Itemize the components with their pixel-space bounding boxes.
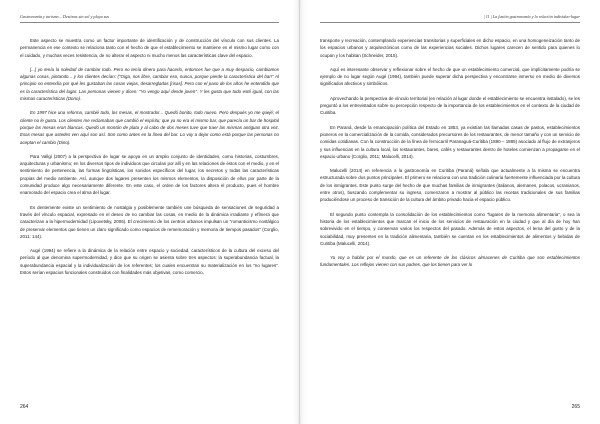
right-paragraph-continuation: transporte y recreación, contemplando experiencias transitorias y superficiales en dicho espacio, en una homogeneización tanto de los espacios urbanos y arquitectónicos como de las experiencias sociales. Dichos lugares carecen de sentido para quienes lo ocupan y los habitan (Schneider, 2015).: [320, 38, 580, 58]
left-paragraph-3: Es dentemente existe un sentimiento de nostalgia y posiblemente también une búsqueda de sensaciones de seguridad a través del vínculo espacial, expresado en el deseo de no cambiar las cosas, en medio de la dinámica irradiante y efímera que caracterizan a la hipermodernidad (Lipovetsky, 2006). El crecimiento de los centros urbanos impulsan un "romanticismo nostálgico de preservar elementos que tienen un claro significado como espacios de rememoración y memoria de tiempos pasados" (Corglio, 2011: 144).: [20, 204, 279, 239]
left-body-text: [20, 37, 279, 276]
right-quote-1: Yo voy a hablar por el mundo, que es un referente de los clásicos almacenes de Curitiba que son establecimientos fundamentales. Los reflejos vienen con sus padres, que los tienen para ver lo: [320, 255, 580, 268]
right-paragraph-1: Aquí es interesante observar y reflexionar sobre el hecho de que un establecimiento comercial, que implícitamente podría se ejemplo de no lugar según Augé (1994), también puede superar dicha perspectiva y encontrarse inmerso en medio de diversos significados afectivos y simbólicos.: [320, 66, 580, 87]
right-body-text: [320, 37, 580, 269]
left-quote-2: En 1997 hice una reforma, cambié todo, los mesas, el mostrador... Quedó bonito, todo nuevo. Pero después yo me quejé; el cliente no le gusta. Los clientes me reclamaban que cambió el espíritu; que ya no era el mismo bar, que parecía un bar de hospital porque las mesas eran blancas. Quedó un montón de plata y al cabo de dos meses tuve que traer las mismas antiguas otra vez. Esas mesas que ustedes ven aquí son así. Son como antes en la línea del bar. Lo voy a dejar como está porque las personas no aceptan el cambio (Dino).: [20, 110, 279, 145]
left-quote-1: [...] yo tenía la soledad de cambiar todo. Pero no tenía dinero para hacerlo, entonces fue que a muy despacio, cambiamos algunas cosas, pintando... y los clientes decían: ("Oiga, nos libre, cambiar eso, nunca, porque pierde la característica del bar!" Al principio no entendía por qué les gustaban las cosas viejas, desarregladas [risas]. Pero con el paso de los años he entendido que es la característica del lugar. Las personas vienen y dicen: "Yo vengo aquí desde joven". Y les gusta que todo esté igual, con las mismas características (Dono).: [20, 66, 279, 102]
left-paragraph-4: Augé (1994) se refiere a la dinámica de la relación entre espacio y sociedad, característicos de la cultura del exceso del período al que denomina supermodernidad, y dice que su origen se asienta sobre tres aspectos: la superabundancia factual, la superabundancia espacial y la individualización de los referentes; los cuales encuentran su materialización en los "no lugares". Estos serían espacios funcionales construidos con finalidades más objetivas, como comercio,: [20, 248, 279, 276]
right-paragraph-5: El segundo punto contempla la consolidación de los establecimientos como "lugares de la memoria alimentaria", o sea la historia de los establecimientos que marcan el inicio de los servicios de restauración en la ciudad y que al día de hoy han sobrevivido en el tiempo, y conservan varios los respectos del pasado. Además de estos aspectos, el tema del gusto y de la sociabilidad, muy presentes en la tradición alimentaria, también se cuentan en los establecimientos de alimentos y bebidas de Curitiba (Malucelli, 2014).: [320, 211, 580, 246]
right-page-number: 265: [571, 404, 580, 410]
right-running-head: | 11 | La fusión gastronomía y lo relación individuo-lugar: [320, 14, 580, 23]
left-paragraph-1: Este aspecto se muestra como un factor importante de identificación y de construcción del vínculo con sus clientes. La permanencia en ese contexto se relaciona tanto con el hecho de que el establecimiento se mantiene en el mismo lugar como con el cuidado, y muchas veces resistencia, de no alterar el aspecto ni mucho menos las características clave del espacio.: [20, 38, 279, 58]
right-paragraph-2: Aprovechando la perspectiva de vínculo territorial (en relación al lugar donde el establecimiento se encuentra instalado), se les preguntó a los entrevistados sobre su percepción respecto de la importancia de los establecimientos en el contexto de la ciudad de Curitiba.: [320, 95, 580, 116]
left-page-number: 264: [20, 404, 29, 410]
left-paragraph-2: Para Vallgi (2007) a la perspectiva de lugar se apoya en un amplio conjunto de identidades, como historias, costumbres, arquitecturas y urbanismo; en los diversos tipos de individuos que circulan por allí y en las relaciones de éstos con el medio, y en el sentimiento de pertenencia, las formas lingüísticas, los sonidos específicos del lugar, los secretos y todas las características propias del medio ambiente. Así, aunque dos lugares presenten los mismos elementos, la disposición de ellos por parte de la comunidad produce algo necesariamente diferente. En este caso, el orden de los factores altera el producto, pues el hombre enamorado del espacio crea el alma del lugar.: [20, 153, 279, 196]
right-page: [300, 0, 600, 424]
right-paragraph-3: En Paraná, desde la emancipación política del Estado en 1853, ya existían las llamadas casas de pastos, establecimientos pioneros en la comercialización de la comida, considerados precursores de los restaurantes, de menor tamaño y con un servicio de comidas cotidianas. Con la construcción de la línea de ferrocarril Paranaguá-Curitiba (1880 – 1885) asociado al flujo de extranjeros y sus influencias en la cultura local, los restaurantes, bares, cafés y restaurantes dentro de hoteles comienzan a propagarse en el espacio urbano (Corglio, 2011; Malucelli, 2014).: [320, 124, 580, 159]
right-paragraph-4: Malucelli (2014) en referencia a la gastronomía en Curitiba (Paraná) señala que actualmente a la misma se encuentra estructurada sobre dos puntos principales. El primero se relaciona con una tradición culinaria fuertemente influenciada por la cultura de los inmigrantes. Este punto surge del hecho de que muchas familias de inmigrantes (italianos, alemanes, polacos, ucranianos, entre otros), buscando complementar su ingreso, comenzaron a mostrar al público las recetas tradicionales de sus familias produciéndose un proceso de transición de la cultura del ámbito privado hacia el espacio público.: [320, 168, 580, 203]
left-running-head: Gastronomía y turismo – Destinos sin sol y playa sus: [20, 14, 279, 23]
